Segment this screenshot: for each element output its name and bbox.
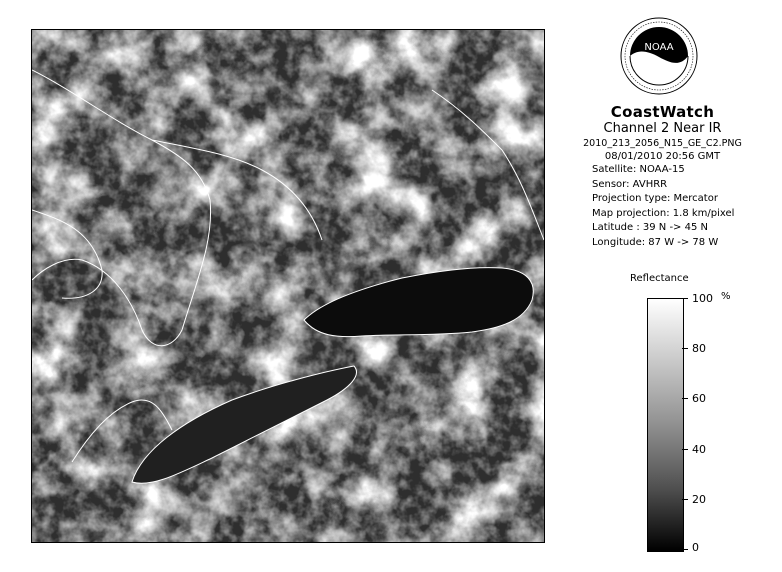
sensor-info: Sensor: AVHRR <box>592 178 668 190</box>
legend-unit: % <box>721 291 731 302</box>
legend-title: Reflectance <box>630 273 689 284</box>
legend-tick <box>682 449 688 450</box>
satellite-image <box>31 29 545 543</box>
legend-tick <box>682 348 688 349</box>
legend-tick-label: 0 <box>692 541 699 554</box>
legend-tick-label: 40 <box>692 443 706 456</box>
legend-tick <box>682 298 688 299</box>
noaa-logo <box>620 17 698 95</box>
legend-tick-label: 80 <box>692 342 706 355</box>
brand-title: CoastWatch <box>610 103 715 121</box>
satellite-info: Satellite: NOAA-15 <box>592 164 685 175</box>
legend-tick-label: 60 <box>692 392 706 405</box>
legend-tick-label: 20 <box>692 493 706 506</box>
channel-name: Channel 2 Near IR <box>603 121 722 136</box>
legend-tick <box>682 398 688 399</box>
info-panel <box>555 104 770 250</box>
noaa-logo-text: NOAA <box>644 42 674 53</box>
legend-tick <box>682 499 688 500</box>
projection-type-info: Projection type: Mercator <box>592 193 718 204</box>
latitude-info: Latitude : 39 N -> 45 N <box>592 222 708 233</box>
date-time: 08/01/2010 20:56 GMT <box>604 151 721 162</box>
legend-tick <box>682 549 688 550</box>
satellite-image-canvas <box>32 30 544 542</box>
reflectance-colorbar <box>647 298 684 552</box>
longitude-info: Longitude: 87 W -> 78 W <box>592 236 719 248</box>
legend-tick-label: 100 <box>692 292 713 305</box>
map-projection-info: Map projection: 1.8 km/pixel <box>592 207 735 219</box>
file-name: 2010_213_2056_N15_GE_C2.PNG <box>583 138 742 149</box>
